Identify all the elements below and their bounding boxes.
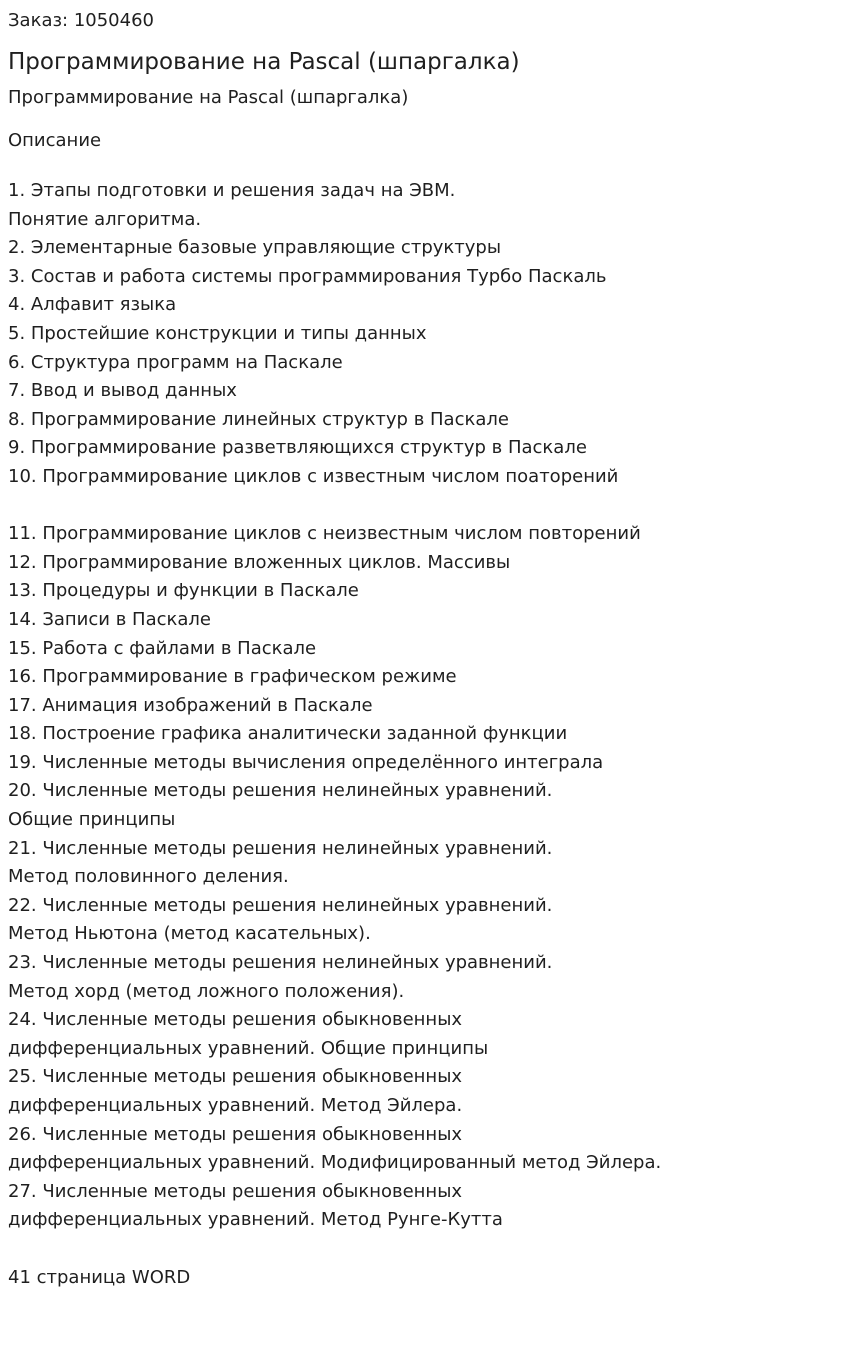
description-line: 1. Этапы подготовки и решения задач на ЭВМ. [8, 180, 456, 201]
description-line: Метод Ньютона (метод касательных). [8, 923, 371, 945]
description-line: 2. Элементарные базовые управляющие структуры [8, 237, 502, 259]
description-line: 24. Численные методы решения обыкновенных [8, 1009, 463, 1031]
description-line: дифференциальных уравнений. Общие принципы [8, 1037, 489, 1059]
page-count: 41 страница WORD [8, 1266, 191, 1288]
description-line: 25. Численные методы решения обыкновенных [8, 1066, 463, 1088]
order-number: Заказ: 1050460 [8, 10, 154, 31]
description-line: 11. Программирование циклов с неизвестным числом повторений [8, 523, 641, 545]
description-line: 6. Структура программ на Паскале [8, 351, 343, 373]
description-line: 5. Простейшие конструкции и типы данных [8, 322, 427, 344]
description-line: Метод половинного деления. [8, 866, 289, 888]
description-line: 12. Программирование вложенных циклов. Массивы [8, 551, 511, 573]
description-line: 22. Численные методы решения нелинейных уравнений. [8, 894, 553, 916]
description-line: Метод хорд (метод ложного положения). [8, 980, 405, 1002]
description-line: 23. Численные методы решения нелинейных уравнений. [8, 952, 553, 974]
description-content [8, 177, 839, 1235]
description-heading: Описание [8, 130, 102, 151]
description-line: 27. Численные методы решения обыкновенных [8, 1180, 463, 1202]
description-line: 17. Анимация изображений в Паскале [8, 694, 373, 716]
description-line: дифференциальных уравнений. Метод Рунге-Кутта [8, 1209, 503, 1231]
description-line: 3. Состав и работа системы программирования Турбо Паскаль [8, 265, 607, 287]
description-line: Понятие алгоритма. [8, 208, 202, 230]
description-line: 7. Ввод и вывод данных [8, 380, 237, 402]
description-line: Общие принципы [8, 809, 176, 831]
description-line: дифференциальных уравнений. Модифицированный метод Эйлера. [8, 1152, 662, 1174]
document-page [0, 10, 847, 1292]
description-line: дифференциальных уравнений. Метод Эйлера. [8, 1095, 463, 1116]
description-line: 8. Программирование линейных структур в Паскале [8, 408, 509, 430]
description-line: 9. Программирование разветвляющихся структур в Паскале [8, 437, 587, 459]
description-line: 16. Программирование в графическом режиме [8, 666, 457, 688]
description-line: 4. Алфавит языка [8, 294, 177, 316]
page-subtitle: Программирование на Pascal (шпаргалка) [8, 87, 409, 108]
description-line: 10. Программирование циклов с известным числом поаторений [8, 465, 619, 487]
description-line: 19. Численные методы вычисления определённого интеграла [8, 751, 604, 773]
blank-line [8, 492, 839, 521]
description-line: 18. Построение графика аналитически заданной функции [8, 723, 568, 745]
description-line: 21. Численные методы решения нелинейных уравнений. [8, 837, 553, 859]
page-title: Программирование на Pascal (шпаргалка) [8, 49, 520, 75]
description-line: 20. Численные методы решения нелинейных уравнений. [8, 780, 553, 802]
description-line: 15. Работа с файлами в Паскале [8, 637, 317, 659]
description-line: 14. Записи в Паскале [8, 608, 211, 630]
description-line: 13. Процедуры и функции в Паскале [8, 580, 359, 602]
description-line: 26. Численные методы решения обыкновенных [8, 1123, 463, 1145]
